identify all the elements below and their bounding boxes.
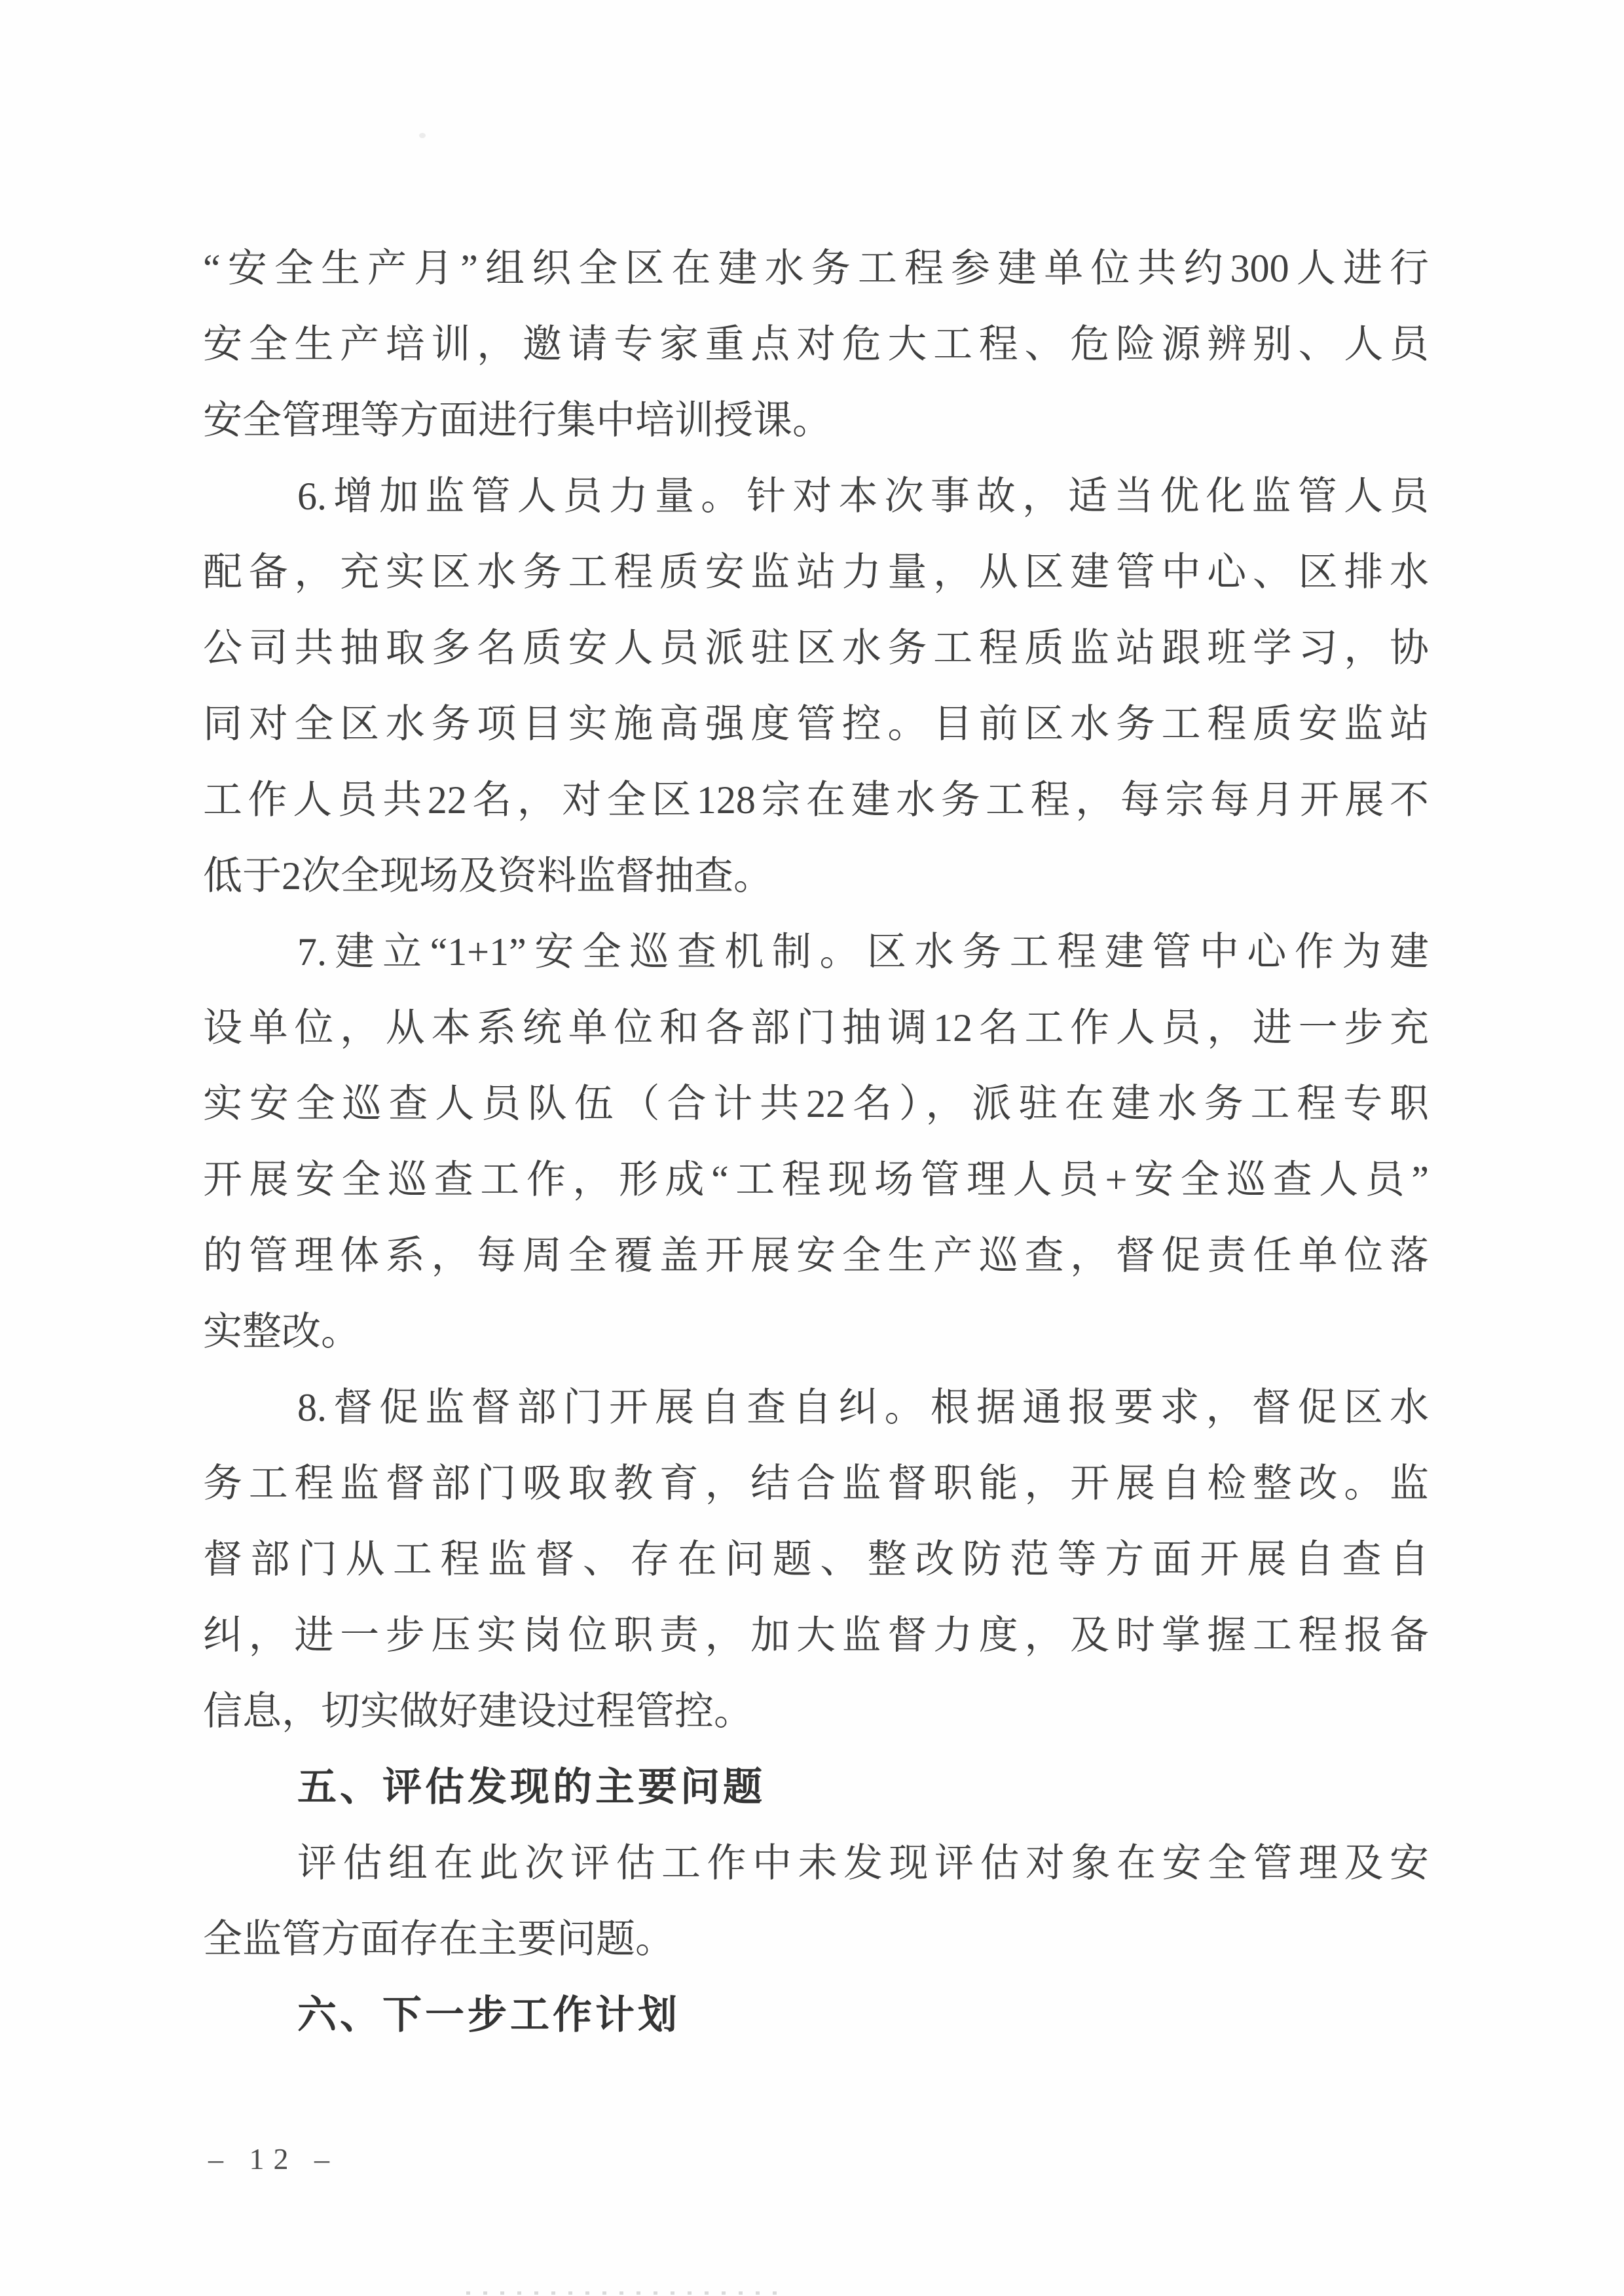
page-number: – 12 – <box>208 2142 339 2176</box>
text-line: 评估组在此次评估工作中未发现评估对象在安全管理及安 <box>297 1842 1429 1885</box>
text-line: 工作人员共22名，对全区128宗在建水务工程，每宗每月开展不 <box>203 778 1429 822</box>
text-line: 开展安全巡查工作，形成“工程现场管理人员+安全巡查人员” <box>203 1158 1429 1201</box>
text-line: 实整改。 <box>203 1310 360 1353</box>
text-line: 督部门从工程监督、存在问题、整改防范等方面开展自查自 <box>203 1538 1429 1581</box>
text-line: 纠，进一步压实岗位职责，加大监督力度，及时掌握工程报备 <box>203 1614 1429 1657</box>
scan-speck <box>419 133 426 138</box>
text-line: 低于2次全现场及资料监督抽查。 <box>203 854 773 898</box>
text-line: 全监管方面存在主要问题。 <box>203 1918 674 1961</box>
text-line: 的管理体系，每周全覆盖开展安全生产巡查，督促责任单位落 <box>203 1234 1429 1277</box>
text-line: 务工程监督部门吸取教育，结合监督职能，开展自检整改。监 <box>203 1462 1429 1505</box>
section-heading: 六、下一步工作计划 <box>297 1993 680 2037</box>
text-line: 安全管理等方面进行集中培训授课。 <box>203 399 832 442</box>
text-line: 6.增加监管人员力量。针对本次事故，适当优化监管人员 <box>297 475 1429 518</box>
text-line: 实安全巡查人员队伍（合计共22名），派驻在建水务工程专职 <box>203 1082 1429 1125</box>
text-line: 安全生产培训，邀请专家重点对危大工程、危险源辨别、人员 <box>203 323 1429 366</box>
text-line: 设单位，从本系统单位和各部门抽调12名工作人员，进一步充 <box>203 1006 1429 1049</box>
text-line: 配备，充实区水务工程质安监站力量，从区建管中心、区排水 <box>203 551 1429 594</box>
text-line: “安全生产月”组织全区在建水务工程参建单位共约300人进行 <box>203 247 1429 290</box>
section-heading: 五、评估发现的主要问题 <box>297 1765 766 1809</box>
scan-artifact <box>466 2291 781 2295</box>
text-line: 8.督促监督部门开展自查自纠。根据通报要求，督促区水 <box>297 1386 1429 1429</box>
text-line: 7.建立“1+1”安全巡查机制。区水务工程建管中心作为建 <box>297 930 1429 974</box>
text-line: 公司共抽取多名质安人员派驻区水务工程质监站跟班学习，协 <box>203 627 1429 670</box>
text-line: 信息，切实做好建设过程管控。 <box>203 1690 753 1733</box>
body-text <box>203 230 1429 2053</box>
text-line: 同对全区水务项目实施高强度管控。目前区水务工程质安监站 <box>203 702 1429 746</box>
